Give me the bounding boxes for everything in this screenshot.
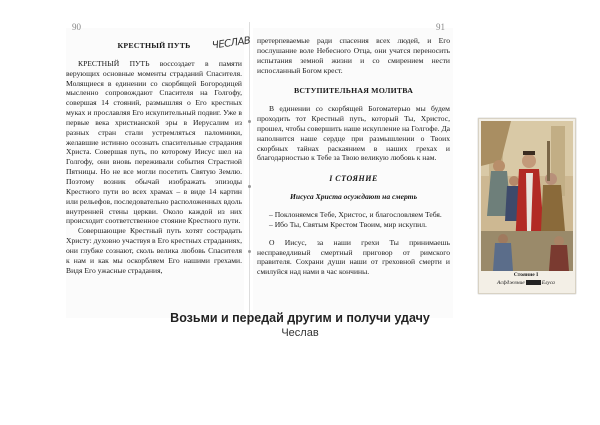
fold-mark [248,185,251,188]
station-heading: I СТОЯНИЕ [329,174,378,184]
station-text: О Иисус, за наши грехи Ты принимаешь несправедливый смертный приговор от римского правителя. Сохрани души наши от греховной смерти и смилуйся над нами в час кончины. [257,237,450,277]
card-caption-station: Стояние I [513,272,539,278]
card-caption-title: Асфджвние Елуса [497,280,555,286]
left-paragraph-1: КРЕСТНЫЙ ПУТЬ воссоздает в памяти верующих основные моменты страданий Спасителя. Молящиеся в единении со скорбящей Богородицей мысленно сопровождают Спасителя на Голгофу, совершая 14 стояний, размышляя о Его крестных муках и прославляя Его искупительный подвиг. Уже в первые века христианской эры в Иерусалим из разных стран стали устремляться паломники, желавшие истинно осознать спасительные страдания Христа. Совершая путь, по которому Иисус шел на Голгофу, они вновь переживали события Страстной Пятницы. Но не все могли посетить Святую Землю. Поэтому возник обычай изображать эпизоды Крестного пути во всех храмах – в виде 14 картин или рельефов, последовательно расположенных вдоль внутренней стены церкви. Около каждой из них происходит соответственное стояние Крестного пути. [66,58,242,226]
footer-line-2: Чеслав [281,327,319,339]
page-number-left: 90 [72,22,81,32]
redaction-mark [526,280,541,285]
prayer-heading: ВСТУПИТЕЛЬНАЯ МОЛИТВА [293,86,414,96]
page-number-right: 91 [436,22,445,32]
holy-card [478,118,576,294]
left-column [66,41,242,275]
page-fold [249,22,250,322]
station-illustration [481,121,573,271]
footer-line-1: Возьми и передай другим и получи удачу [170,311,430,325]
handwritten-note: ЧЕСЛАВ [211,35,251,52]
fold-mark [248,250,251,253]
left-heading: КРЕСТНЫЙ ПУТЬ [117,41,191,50]
response-2: – Ибо Ты, Святым Крестом Твоим, мир искупил. [269,219,427,229]
station-subtitle: Иисуса Христа осуждают на смерть [289,192,418,202]
left-paragraph-2: Совершающие Крестный путь хотят сострадать Христу: духовно участвуя в Его крестных страданиях, они глубже сознают, сколь велика любовь Спасителя к нам и как мы оскорбляем Его нашими грехами. Видя Его ужасные страдания, [66,226,242,275]
prayer-text: В единении со скорбящей Богоматерью мы будем проходить тот Крестный путь, который Ты, Христос, прошел, чтобы совершить наше искупление на Голгофе. Да наполнится наше сердце при размышлении о Твоих скорбных тайнах раскаянием в наших грехах и благодарностью к Тебе за Твою великую любовь к нам. [257,104,450,163]
response-1: – Поклоняемся Тебе, Христос, и благословляем Тебя. [269,209,442,219]
right-column [257,36,450,277]
fold-mark [248,120,251,123]
right-continuation: претерпеваемые ради спасения всех людей, и Его послушание воле Небесного Отца, они учатся переносить испытания земной жизни и со смирением нести испосланный Богом крест. [257,36,450,75]
